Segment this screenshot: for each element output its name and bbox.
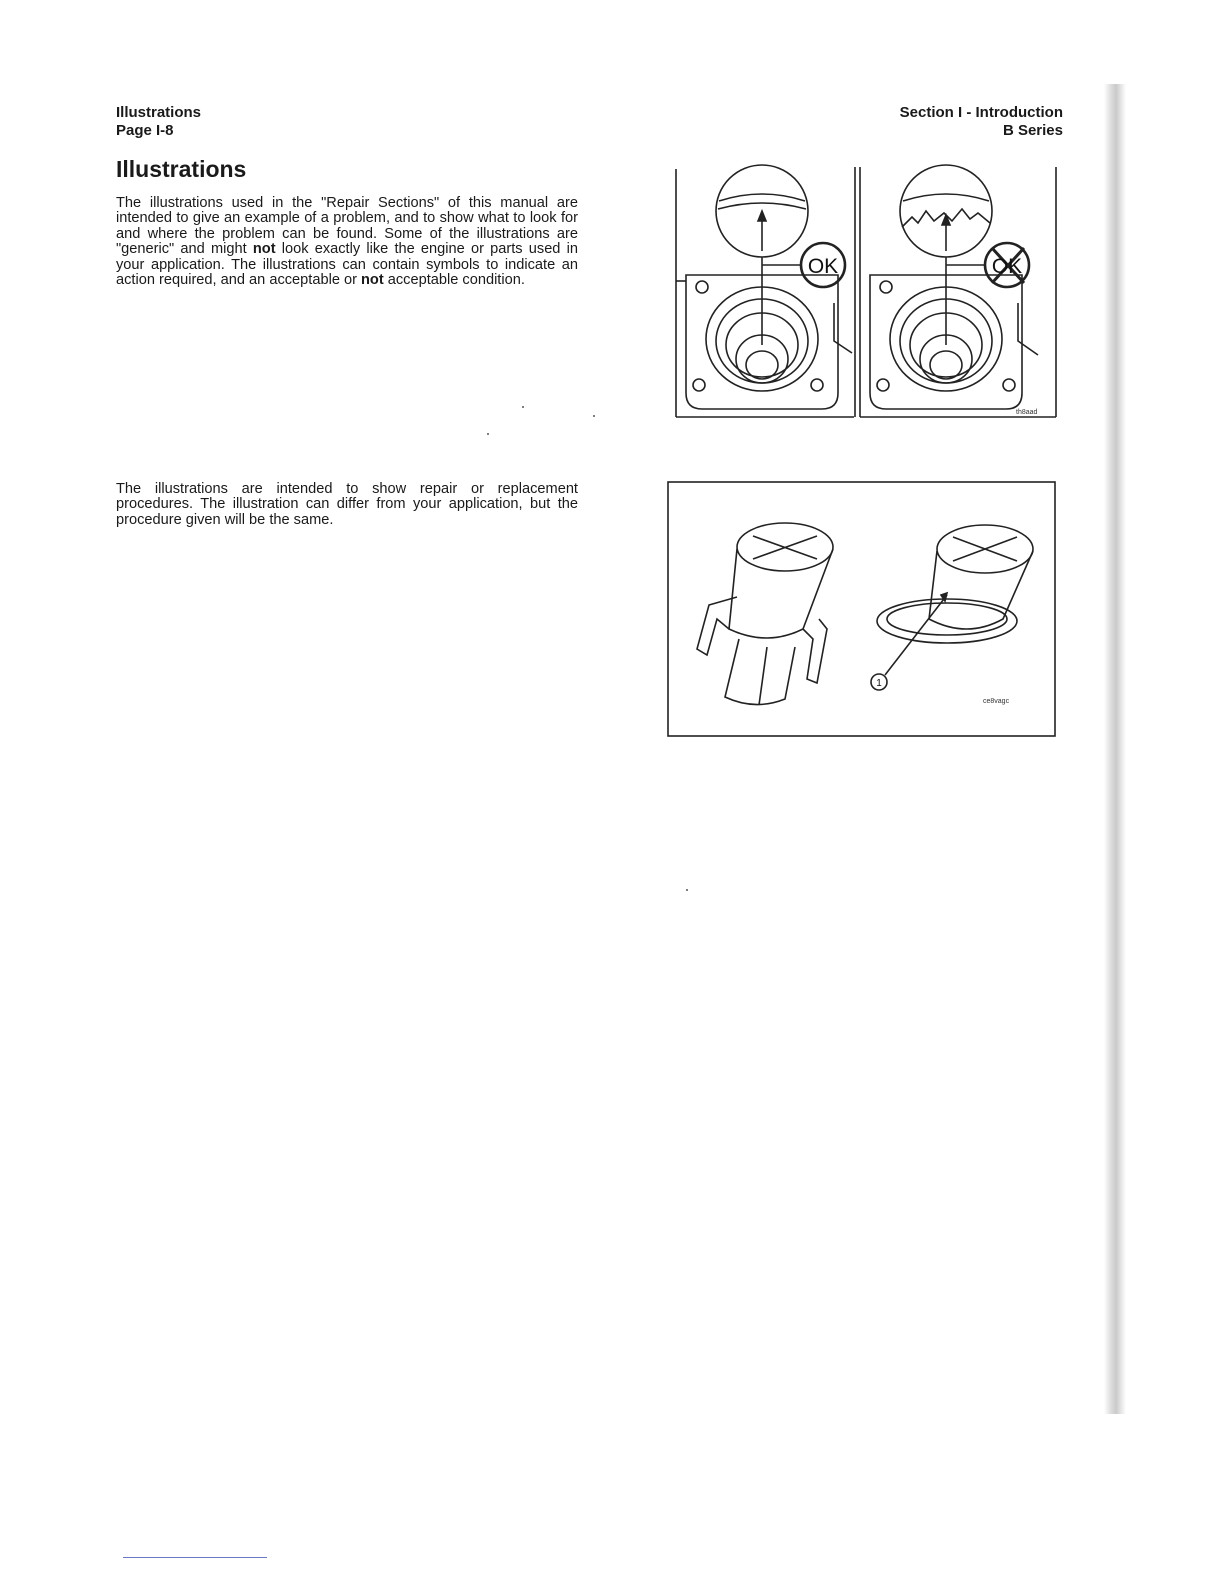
page-title: Illustrations [116, 156, 247, 182]
figure-code: ce8vagc [983, 698, 1010, 705]
emphasis-not: not [361, 272, 384, 289]
procedure-paragraph: The illustrations are intended to show repair or replacement procedures. The illustration can differ from your application, but the procedure given will be the same. [116, 481, 578, 528]
text-run: acceptable condition. [383, 272, 525, 289]
running-header-left [116, 104, 201, 140]
running-header-right [900, 104, 1063, 140]
scan-edge-shadow [1104, 84, 1126, 1414]
scan-speck [593, 415, 595, 417]
ok-notok-illustration [672, 163, 1058, 421]
header-section-name: Illustrations [116, 104, 202, 121]
ok-symbol: OK [807, 255, 839, 278]
figure-code: th8aad [1016, 409, 1038, 416]
not-ok-panel [860, 165, 1056, 417]
scan-speck [522, 406, 524, 408]
emphasis-not: not [252, 241, 276, 258]
header-page-number: Page I-8 [116, 122, 174, 139]
scan-speck [686, 889, 688, 891]
text-run: The illustrations used in the "Repair Sections" of this manual are intended to give an example of a problem, and to show what to look for and where the problem can be found. Some of the illustrations are "generic" and might [116, 195, 578, 258]
ok-panel [676, 165, 855, 417]
not-ok-symbol: OK [991, 255, 1023, 278]
left-cup-part [697, 523, 833, 705]
right-cup-part [877, 525, 1033, 643]
intro-paragraph [116, 196, 578, 288]
text-run: look exactly like the engine or parts used in your application. The illustrations can contain symbols to indicate an action required, and an acceptable or [116, 241, 578, 289]
scan-speck [487, 433, 489, 435]
seal-procedure-illustration [667, 479, 1057, 738]
header-series: B Series [1002, 122, 1063, 139]
header-section-title: Section I - Introduction [899, 104, 1063, 121]
callout-1: 1 [876, 678, 882, 689]
footer-rule [123, 1557, 267, 1558]
